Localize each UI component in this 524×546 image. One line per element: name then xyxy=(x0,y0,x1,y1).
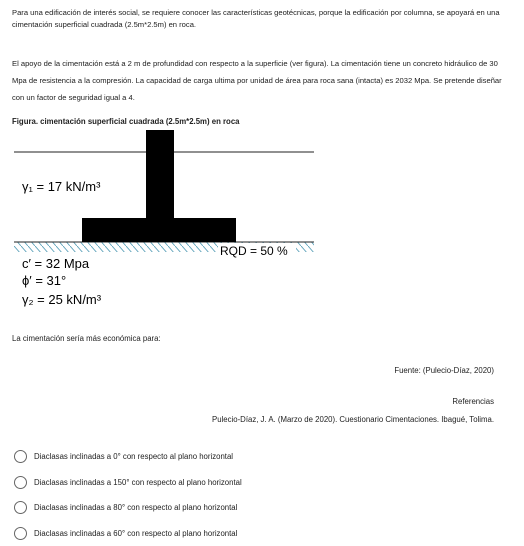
details-paragraph: El apoyo de la cimentación está a 2 m de profundidad con respecto a la superficie (ver figura). La cimentación tiene un concreto hidráulico de 30 Mpa de resistencia a la compresión. La capacidad de carga ultima por unidad de área para roca sana (intacta) es 2032 Mpa. Se pretende diseñar con un factor de seguridad igual a 4. xyxy=(12,55,502,106)
radio-button[interactable] xyxy=(14,450,27,463)
option-2[interactable] xyxy=(14,495,494,521)
answer-options xyxy=(14,444,494,546)
option-label: Diaclasas inclinadas a 150° con respecto al plano horizontal xyxy=(34,478,242,487)
option-3[interactable] xyxy=(14,521,494,546)
references-title: Referencias xyxy=(452,397,494,406)
figure-source: Fuente: (Pulecio-Díaz, 2020) xyxy=(394,366,494,375)
option-label: Diaclasas inclinadas a 0° con respecto al plano horizontal xyxy=(34,452,233,461)
footing xyxy=(82,218,236,242)
cohesion-label: c′ = 32 Mpa xyxy=(22,256,90,271)
intro-paragraph: Para una edificación de interés social, se requiere conocer las características geotécnicas, porque la edificación por columna, se apoyará en una cimentación superficial cuadrada (2.5m*2.5m) en roca. xyxy=(12,7,502,31)
phi-label: ϕ′ = 31° xyxy=(22,273,66,288)
reference-entry: Pulecio-Díaz, J. A. (Marzo de 2020). Cuestionario Cimentaciones. Ibagué, Tolima. xyxy=(212,415,494,424)
foundation-figure xyxy=(0,126,524,316)
figure-title: Figura. cimentación superficial cuadrada (2.5m*2.5m) en roca xyxy=(12,117,240,126)
option-label: Diaclasas inclinadas a 60° con respecto al plano horizontal xyxy=(34,529,237,538)
radio-button[interactable] xyxy=(14,501,27,514)
radio-button[interactable] xyxy=(14,527,27,540)
option-1[interactable] xyxy=(14,470,494,496)
option-label: Diaclasas inclinadas a 80° con respecto al plano horizontal xyxy=(34,503,237,512)
column xyxy=(146,130,174,218)
gamma1-label: γ₁ = 17 kN/m³ xyxy=(22,179,101,194)
gamma2-label: γ₂ = 25 kN/m³ xyxy=(22,292,102,307)
rqd-label: RQD = 50 % xyxy=(220,244,288,258)
option-0[interactable] xyxy=(14,444,494,470)
radio-button[interactable] xyxy=(14,476,27,489)
question-text: La cimentación sería más económica para: xyxy=(12,334,161,343)
